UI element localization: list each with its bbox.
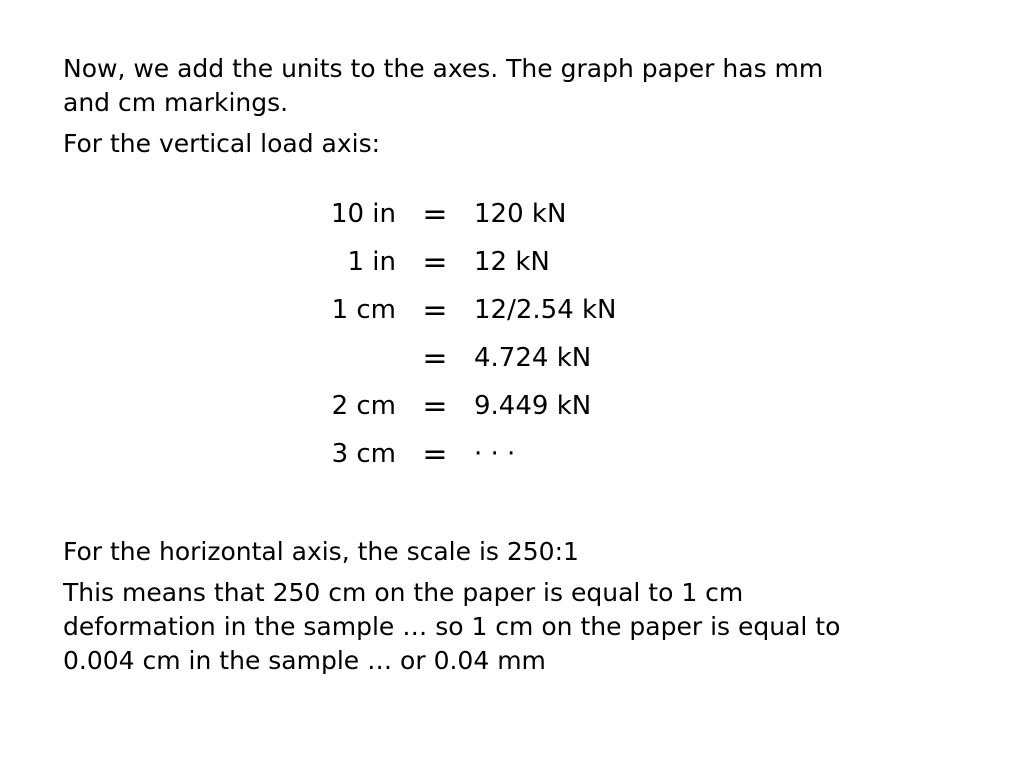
- vertical-axis-heading: For the vertical load axis:: [63, 129, 381, 158]
- equals-sign: =: [422, 196, 448, 232]
- intro-line-2: and cm markings.: [63, 88, 289, 117]
- load-conversion-equations: [300, 190, 617, 478]
- equation-row: [300, 334, 617, 382]
- intro-paragraph: [63, 52, 963, 120]
- equation-lhs: 2 cm: [331, 391, 396, 421]
- equation-lhs: 1 cm: [331, 295, 396, 325]
- intro-line-1: Now, we add the units to the axes. The graph paper has mm: [63, 54, 824, 83]
- equation-lhs: 10 in: [330, 199, 396, 229]
- equation-row: [300, 382, 617, 430]
- equation-rhs: · · ·: [474, 439, 516, 469]
- equals-sign: =: [422, 244, 448, 280]
- equation-lhs: [300, 334, 396, 382]
- equation-lhs: 3 cm: [331, 439, 396, 469]
- equals-sign: =: [422, 292, 448, 328]
- horizontal-axis-heading: For the horizontal axis, the scale is 250:1: [63, 537, 579, 566]
- equation-rhs: 120 kN: [474, 199, 567, 229]
- equals-sign: =: [422, 388, 448, 424]
- explanation-line-1: This means that 250 cm on the paper is equal to 1 cm: [63, 578, 744, 607]
- equation-lhs: 1 in: [347, 247, 396, 277]
- equation-rhs: 9.449 kN: [474, 391, 592, 421]
- equation-row: [300, 430, 617, 478]
- equation-row: [300, 190, 617, 238]
- equation-rhs: 12 kN: [474, 247, 550, 277]
- equation-row: [300, 286, 617, 334]
- equation-rhs: 4.724 kN: [474, 343, 592, 373]
- explanation-line-2: deformation in the sample … so 1 cm on the paper is equal to: [63, 612, 841, 641]
- equation-rhs: 12/2.54 kN: [474, 295, 617, 325]
- explanation-paragraph: [63, 576, 963, 678]
- equals-sign: =: [422, 340, 448, 376]
- explanation-line-3: 0.004 cm in the sample … or 0.04 mm: [63, 646, 546, 675]
- equation-row: [300, 238, 617, 286]
- equals-sign: =: [422, 436, 448, 472]
